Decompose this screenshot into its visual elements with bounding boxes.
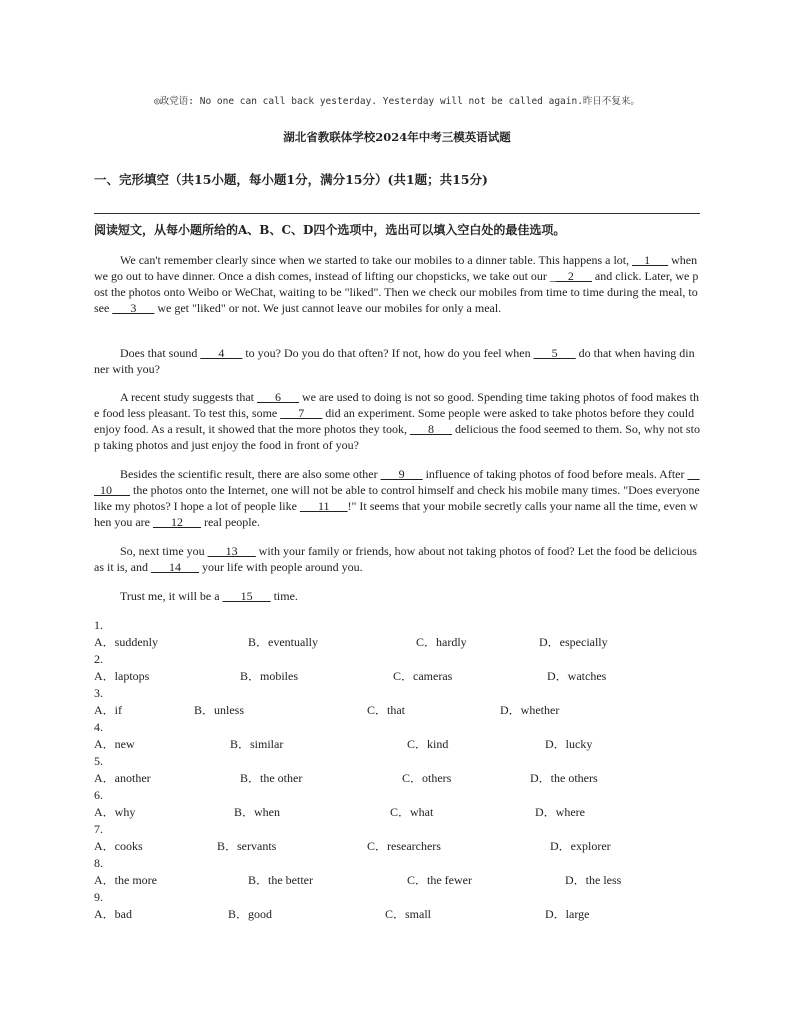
- passage-paragraph-3: A recent study suggests that ___6___ we are used to doing is not so good. Spending time taking photos of food makes the food less pleasant. To test this, some ___7___ did an experiment. Some people were asked to take photos before they could enjoy food. As a result, it showed that the more photos they took, ___8___ delicious the food seemed to them. So, why not stop taking photos and just enjoy the food in front of you?: [94, 390, 700, 452]
- question-number: 7.: [94, 822, 103, 836]
- option-d[interactable]: D．where: [535, 805, 585, 819]
- question-number: 9.: [94, 890, 103, 904]
- blank-5: ___5___: [533, 346, 576, 360]
- option-b[interactable]: B．eventually: [248, 635, 318, 649]
- blank-1: __1___: [632, 253, 669, 267]
- option-b[interactable]: B．when: [234, 805, 280, 819]
- question-number: 2.: [94, 652, 103, 666]
- blank-8: ___8___: [409, 422, 452, 436]
- option-b[interactable]: B．the other: [240, 771, 303, 785]
- passage-paragraph-4: Besides the scientific result, there are also some other ___9___ influence of taking photos of food before meals. After ___10___ the photos onto the Internet, one will not be able to control himself and check his mobile many times. "Does everyone like my photos? I hope a lot of people like ___11___!" It seems that your mobile secretly calls your name all the time, even when you are ___12___ real people.: [94, 467, 700, 529]
- option-d[interactable]: D．large: [545, 907, 590, 921]
- option-c[interactable]: C．small: [385, 907, 432, 921]
- blank-9: ___9___: [380, 467, 423, 481]
- option-d[interactable]: D．explorer: [550, 839, 611, 853]
- passage-paragraph-6: Trust me, it will be a ___15___ time.: [120, 589, 298, 603]
- blank-3: ___3___: [112, 301, 155, 315]
- page-title: 湖北省教联体学校2024年中考三模英语试题: [283, 130, 511, 144]
- option-c[interactable]: C．cameras: [393, 669, 453, 683]
- blank-4: ___4___: [200, 346, 243, 360]
- option-d[interactable]: D．lucky: [545, 737, 593, 751]
- blank-12: ___12___: [152, 515, 201, 529]
- option-d[interactable]: D．the others: [530, 771, 598, 785]
- option-c[interactable]: C．researchers: [367, 839, 441, 853]
- passage-paragraph-5: So, next time you ___13___ with your family or friends, how about not taking photos of food? Let the food be delicious as it is, and ___14___ your life with people around you.: [94, 544, 697, 574]
- option-b[interactable]: B．mobiles: [240, 669, 299, 683]
- question-number: 6.: [94, 788, 103, 802]
- blank-13: ___13___: [207, 544, 256, 558]
- option-c[interactable]: C．that: [367, 703, 405, 717]
- blank-15: ___15___: [222, 589, 271, 603]
- option-b[interactable]: B．unless: [194, 703, 245, 717]
- option-a[interactable]: A．suddenly: [94, 635, 158, 649]
- divider: [94, 213, 700, 214]
- option-d[interactable]: D．watches: [547, 669, 607, 683]
- instruction-text: 阅读短文，从每小题所给的A、B、C、D四个选项中，选出可以填入空白处的最佳选项。: [94, 223, 566, 237]
- option-a[interactable]: A．new: [94, 737, 135, 751]
- option-c[interactable]: C．others: [402, 771, 452, 785]
- option-b[interactable]: B．the better: [248, 873, 313, 887]
- question-number: 4.: [94, 720, 103, 734]
- option-d[interactable]: D．whether: [500, 703, 560, 717]
- blank-2: __2___: [555, 269, 592, 283]
- passage-paragraph-2: Does that sound ___4___ to you? Do you do that often? If not, how do you feel when ___5___ do that when having dinner with you?: [94, 346, 695, 376]
- passage-paragraph-1: We can't remember clearly since when we started to take our mobiles to a dinner table. This happens a lot, __1___ when we go out to have dinner. Once a dish comes, instead of lifting our chopsticks, we take out our ___2___ and click. Later, we post the photos onto Weibo or WeChat, waiting to be "liked". Then we check our mobiles from time to time during the meal, to see ___3___ we get "liked" or not. We just cannot leave our mobiles for only a meal.: [94, 253, 699, 315]
- blank-10: ___10___: [94, 467, 700, 497]
- question-number: 8.: [94, 856, 103, 870]
- motto-line: ◎政党语: No one can call back yesterday. Yesterday will not be called again.昨日不复来。: [154, 96, 640, 107]
- option-a[interactable]: A．why: [94, 805, 136, 819]
- blank-11: ___11___: [299, 499, 348, 513]
- question-number: 3.: [94, 686, 103, 700]
- option-a[interactable]: A．cooks: [94, 839, 143, 853]
- option-b[interactable]: B．good: [228, 907, 273, 921]
- option-a[interactable]: A．laptops: [94, 669, 150, 683]
- option-a[interactable]: A．if: [94, 703, 122, 717]
- option-a[interactable]: A．bad: [94, 907, 132, 921]
- option-b[interactable]: B．similar: [230, 737, 284, 751]
- option-d[interactable]: D．especially: [539, 635, 608, 649]
- option-a[interactable]: A．the more: [94, 873, 157, 887]
- option-c[interactable]: C．hardly: [416, 635, 467, 649]
- blank-7: ___7___: [280, 406, 323, 420]
- blank-6: ___6___: [256, 390, 299, 404]
- section-heading: 一、完形填空（共15小题，每小题1分，满分15分）(共1题；共15分): [94, 172, 488, 187]
- question-number: 5.: [94, 754, 103, 768]
- option-b[interactable]: B．servants: [217, 839, 277, 853]
- question-number: 1.: [94, 618, 103, 632]
- option-a[interactable]: A．another: [94, 771, 151, 785]
- option-d[interactable]: D．the less: [565, 873, 622, 887]
- blank-14: ___14___: [151, 560, 199, 574]
- option-c[interactable]: C．kind: [407, 737, 449, 751]
- option-c[interactable]: C．the fewer: [407, 873, 472, 887]
- option-c[interactable]: C．what: [390, 805, 434, 819]
